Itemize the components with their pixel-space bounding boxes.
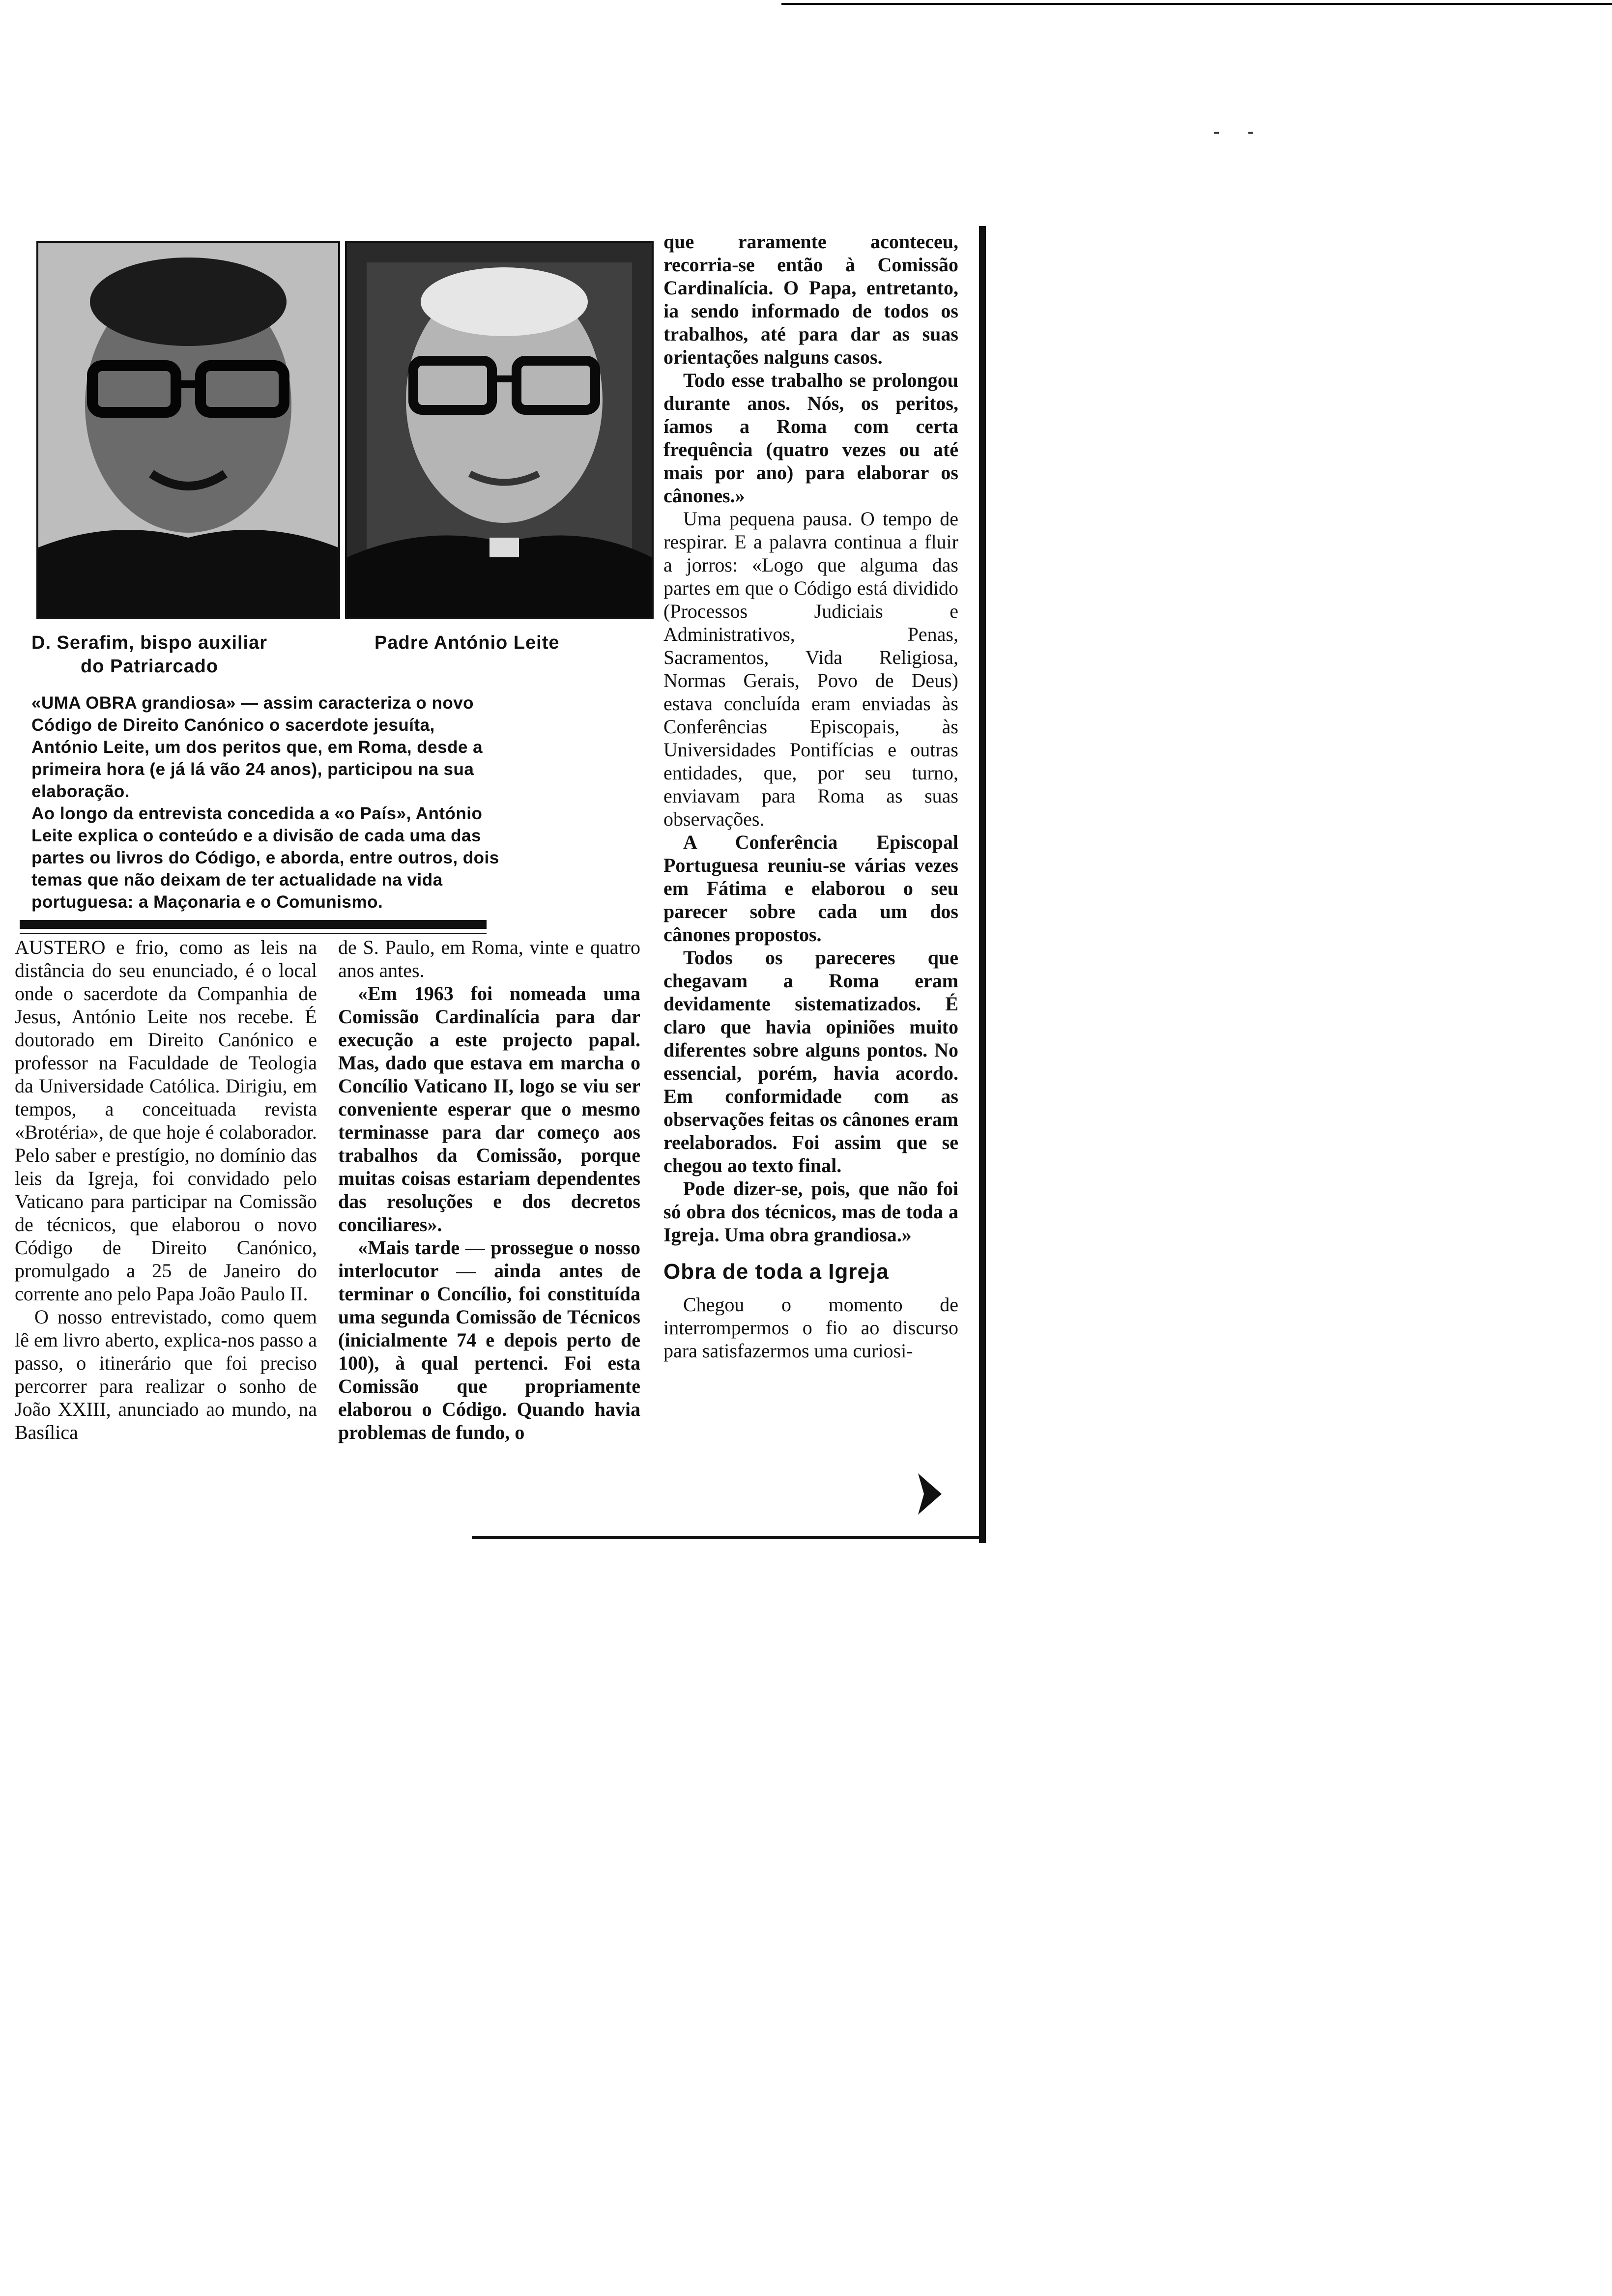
photo-serafim — [36, 241, 340, 619]
article-paragraph: «Em 1963 foi nomeada uma Comissão Cardinalícia para dar execução a este projecto papal. Mas, dado que estava em marcha o Concílio Vaticano II, logo se viu ser conveniente esperar que o mesmo terminasse para dar começo aos trabalhos da Comissão, porque muitas coisas estariam dependentes das resoluções e dos decretos conciliares». — [338, 982, 640, 1235]
article-paragraph: A Conferência Episcopal Portuguesa reuniu-se várias vezes em Fátima e elaborou o seu parecer sobre cada um dos cânones propostos. — [663, 831, 958, 946]
article-paragraph: AUSTERO e frio, como as leis na distância do seu enunciado, é o local onde o sacerdote da Companhia de Jesus, António Leite nos recebe. É doutorado em Direito Canónico e professor na Faculdade de Teologia da Universidade Católica. Dirigiu, em tempos, a conceituada revista «Brotéria», de que hoje é colaborador. Pelo saber e prestígio, no domínio das leis da Igreja, foi convidado pelo Vaticano para participar na Comissão de técnicos, que elaborou o novo Código de Direito Canónico, promulgado a 25 de Janeiro do corrente ano pelo Papa João Paulo II. — [15, 936, 317, 1305]
article-paragraph: que raramente aconteceu, recorria-se então à Comissão Cardinalícia. O Papa, entretanto, ia sendo informado de todos os trabalhos, até para dar as suas orientações nalguns casos. — [663, 230, 958, 368]
article-paragraph: Todos os pareceres que chegavam a Roma eram devidamente sistematizados. É claro que havia opiniões muito diferentes sobre alguns pontos. No essencial, porém, havia acordo. Em conformidade com as observações feitas os cânones eram reelaborados. Foi assim que se chegou ao texto final. — [663, 947, 958, 1177]
article-paragraph: de S. Paulo, em Roma, vinte e quatro anos antes. — [338, 936, 640, 981]
article-column-3 — [663, 230, 958, 1362]
portrait-image — [347, 243, 652, 617]
section-heading: Obra de toda a Igreja — [663, 1260, 889, 1284]
article-paragraph: Chegou o momento de interrompermos o fio ao discurso para satisfazermos uma curiosi- — [663, 1293, 958, 1362]
clipping-border-right — [979, 226, 986, 1543]
top-scan-line — [781, 3, 1612, 5]
photo-antonio-leite — [345, 241, 654, 619]
lead-line: Código de Direito Canónico o sacerdote jesuíta, — [31, 716, 435, 735]
scan-speck — [1214, 132, 1219, 134]
lead-line: «UMA OBRA grandiosa» — assim caracteriza o novo — [31, 693, 474, 713]
article-column-1 — [15, 936, 317, 1444]
article-paragraph: Uma pequena pausa. O tempo de respirar. E a palavra continua a fluir a jorros: «Logo que alguma das partes em que o Código está dividido (Processos Judiciais e Administrativos, Penas, Sacramentos, Vida Religiosa, Normas Gerais, Povo de Deus) estava concluída eram enviadas às Conferências Episcopais, às Universidades Pontifícias e outras entidades, que, por seu turno, enviavam para Roma as suas observações. — [663, 508, 958, 830]
lead-line: primeira hora (e já lá vão 24 anos), participou na sua — [31, 760, 474, 779]
article-column-2 — [338, 936, 640, 1444]
lead-divider-thin — [20, 933, 487, 934]
right-arrow-icon — [915, 1469, 945, 1519]
photo-caption-left — [31, 631, 346, 678]
lead-line: elaboração. — [31, 782, 130, 801]
caption-left-line1: D. Serafim, bispo auxiliar — [31, 632, 268, 653]
article-paragraph: O nosso entrevistado, como quem lê em livro aberto, explica-nos passo a passo, o itinerário que foi preciso percorrer para realizar o sonho de João XXIII, anunciado ao mundo, na Basílica — [15, 1306, 317, 1443]
lead-line: António Leite, um dos peritos que, em Roma, desde a — [31, 738, 483, 757]
clipping-border-bottom — [472, 1536, 986, 1539]
lead-divider — [20, 920, 487, 929]
scan-speck — [1248, 132, 1253, 134]
lead-line: temas que não deixam de ter actualidade na vida — [31, 870, 443, 890]
photo-caption-right: Padre António Leite — [374, 632, 560, 653]
caption-left-line2: do Patriarcado — [81, 656, 219, 677]
article-paragraph: Todo esse trabalho se prolongou durante anos. Nós, os peritos, íamos a Roma com certa frequência (quatro vezes ou até mais por ano) para elaborar os cânones.» — [663, 369, 958, 507]
lead-line: portuguesa: a Maçonaria e o Comunismo. — [31, 892, 383, 912]
lead-line: partes ou livros do Código, e aborda, entre outros, dois — [31, 848, 499, 867]
lead-paragraph — [31, 692, 651, 913]
portrait-image — [38, 243, 338, 617]
lead-line: Ao longo da entrevista concedida a «o País», António — [31, 804, 483, 823]
article-paragraph: Pode dizer-se, pois, que não foi só obra dos técnicos, mas de toda a Igreja. Uma obra grandiosa.» — [663, 1177, 958, 1246]
lead-line: Leite explica o conteúdo e a divisão de cada uma das — [31, 826, 481, 845]
article-paragraph: «Mais tarde — prossegue o nosso interlocutor — ainda antes de terminar o Concílio, foi constituída uma segunda Comissão de Técnicos (inicialmente 74 e depois perto de 100), à qual pertenci. Foi esta Comissão que propriamente elaborou o Código. Quando havia problemas de fundo, o — [338, 1236, 640, 1443]
